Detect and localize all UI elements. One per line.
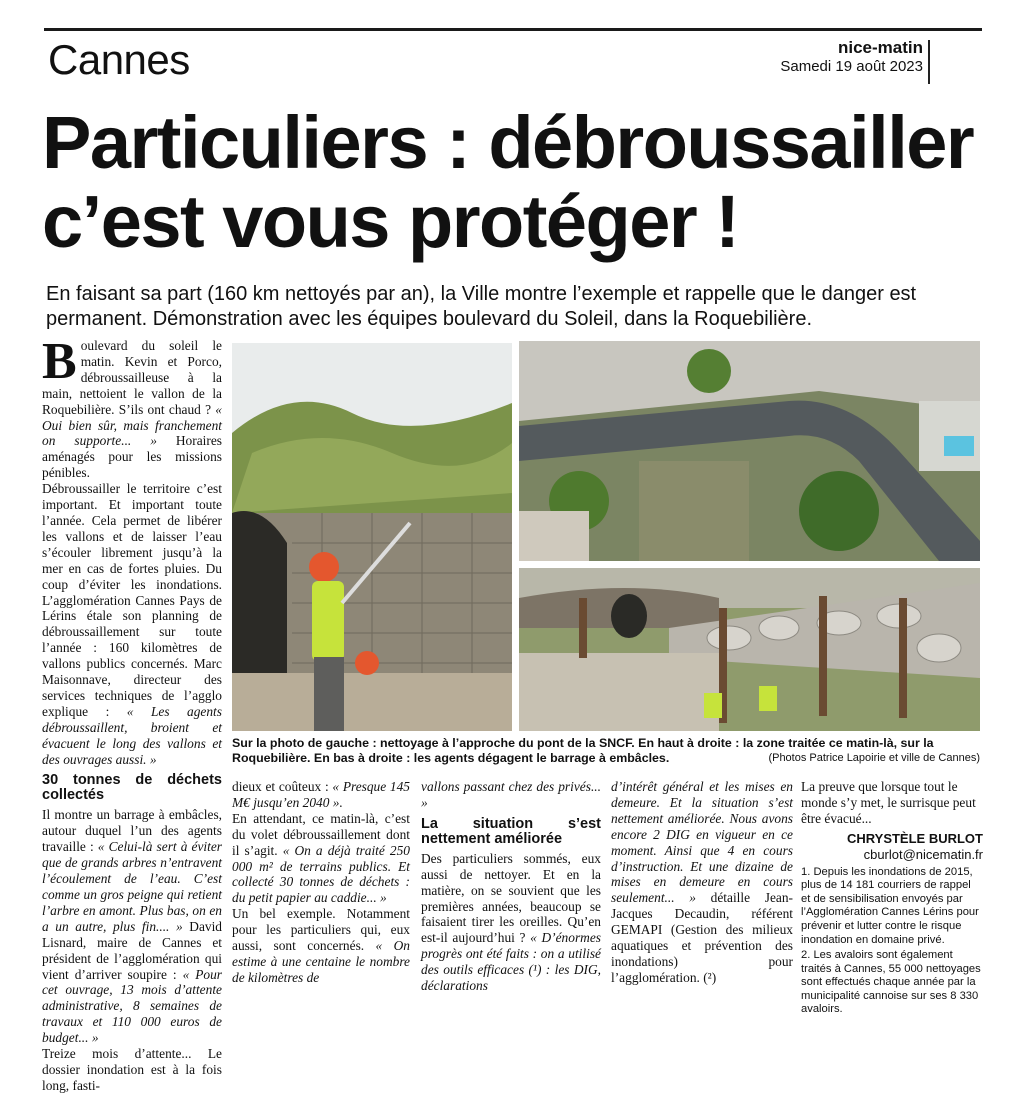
drop-cap: B bbox=[42, 333, 77, 390]
author-name: CHRYSTÈLE BURLOT bbox=[846, 830, 983, 846]
paragraph bbox=[232, 779, 410, 811]
column-2 bbox=[232, 779, 410, 986]
text: Horaires aménagés pour les missions pénibles. bbox=[42, 433, 222, 481]
paragraph: Treize mois d’attente... Le dossier inondation est à la fois long, fasti- bbox=[42, 1046, 222, 1093]
text: David Lisnard, maire de Cannes et président de l’agglomération qui vient d’arriver soupire : bbox=[42, 918, 222, 982]
column-1 bbox=[42, 333, 223, 1094]
text: détaille Jean-Jacques Decaudin, référent GEMAPI (Gestion des milieux aquatiques et prévention des inondations) pour l’agglomération. (²) bbox=[611, 890, 793, 985]
subhead-1: 30 tonnes de déchets collectés bbox=[42, 772, 222, 804]
text: En attendant, ce matin-là, c’est du volet débroussaillement dont il s’agit. bbox=[232, 810, 410, 858]
photo-left-worker bbox=[232, 343, 512, 731]
quote: « Les agents débroussaillent, broient et évacuent le long des vallons et des ouvrages aussi. » bbox=[42, 703, 222, 767]
column-4 bbox=[611, 779, 793, 986]
paragraph bbox=[42, 481, 222, 767]
paragraph bbox=[232, 906, 410, 986]
quote: « Oui bien sûr, mais franchement on supporte... » bbox=[42, 401, 222, 449]
quote: « Pour cet ouvrage, 13 mois d’attente administrative, 8 semaines de travaux et 110 000 euros de budget... » bbox=[42, 966, 223, 1046]
quote: vallons passant chez des privés... » bbox=[421, 779, 601, 810]
header-divider bbox=[928, 40, 930, 84]
headline-line-2: c’est vous protéger ! bbox=[42, 180, 739, 263]
text: dieux et coûteux : bbox=[232, 779, 333, 794]
photo-credit: (Photos Patrice Lapoirie et ville de Cannes) bbox=[768, 752, 980, 764]
footnotes bbox=[801, 866, 983, 1018]
headline-line-1: Particuliers : débroussailler bbox=[42, 101, 974, 184]
newspaper-brand: nice-matin bbox=[837, 38, 923, 57]
paragraph bbox=[232, 811, 410, 906]
author-email[interactable]: cburlot@nicematin.fr bbox=[863, 846, 983, 862]
paragraph: La preuve que lorsque tout le monde s’y met, le surrisque peut être évacué... bbox=[801, 779, 976, 826]
top-rule bbox=[44, 28, 982, 31]
lede: En faisant sa part (160 km nettoyés par an), la Ville montre l’exemple et rappelle que le danger est permanent. Démonstration avec les équipes boulevard du Soleil, dans la Roquebilière. bbox=[46, 283, 917, 330]
paragraph bbox=[42, 333, 222, 481]
quote: « On estime à une centaine le nombre de kilomètres de bbox=[232, 938, 410, 985]
paragraph bbox=[611, 779, 793, 986]
column-3 bbox=[421, 779, 601, 994]
text: Il montre un barrage à embâcles, autour duquel l’un des agents travaille : bbox=[42, 807, 222, 855]
footnote-1: 1. Depuis les inondations de 2015, plus de 14 181 courriers de rappel et de sensibilisation envoyés par l’Agglomération Cannes Lérins pour prévenir et lutter contre le risque inondation en domaine privé. bbox=[801, 865, 979, 946]
photo-caption: Sur la photo de gauche : nettoyage à l’approche du pont de la SNCF. En haut à droite : la zone traitée ce matin-là, sur la Roquebilière. En bas à droite : les agents dégagent le barrage à embâcles. bbox=[232, 736, 934, 765]
quote: « On a déjà traité 250 000 m² de terrains publics. Et collecté 30 tonnes de déchets : du petit papier au caddie... » bbox=[232, 842, 410, 906]
photo-dam-workers bbox=[519, 568, 980, 731]
section-title: Cannes bbox=[48, 36, 190, 83]
paragraph bbox=[421, 851, 601, 994]
text: Débroussailler le territoire c’est important. Et important toute l’année. Cela permet de libérer les vallons et de laisser l’eau s’écouler librement jusqu’à la mer en cas de fortes pluies. Du coup d’éviter les inondations. L’agglomération Cannes Pays de Lérins étale son planning de débroussaillement sur toute l’année : 160 kilomètres de vallons publics concernés. Marc Maisonnave, directeur des services techniques de l’agglo explique : bbox=[42, 481, 222, 719]
quote: « Presque 145 M€ jusqu’en 2040 ». bbox=[232, 779, 411, 810]
quote: d’intérêt général et les mises en demeure. Et la situation s’est nettement améliorée. Nous avons encore 2 DIG en vigueur en ce moment. Ainsi que 4 en cours d’instruction. Et une dizaine de mises en demeure en cours seulement... » bbox=[611, 779, 793, 906]
text: Un bel exemple. Notamment pour les particuliers qui, eux aussi, sont concernés. bbox=[232, 906, 410, 954]
text: oulevard du soleil le matin. Kevin et Porco, débroussailleuse à la main, nettoient le vallon de la Roquebilière. S’ils ont chaud ? bbox=[42, 338, 222, 417]
column-5 bbox=[801, 779, 983, 1019]
text: Des particuliers sommés, eux aussi de nettoyer. Et en la matière, on se souvient que les premières années, beaucoup se faisaient tirer les oreilles. Qu’en est-il aujourd’hui ? bbox=[421, 850, 601, 946]
quote: « D’énormes progrès ont été faits : on a utilisé des outils efficaces (¹) : les DIG, déclarations bbox=[421, 930, 601, 994]
photo-aerial-view bbox=[519, 341, 980, 561]
footnote-2: 2. Les avaloirs sont également traités à Cannes, 55 000 nettoyages sont effectués chaque année par la municipalité cannoise sur ses 8 330 avaloirs. bbox=[801, 949, 981, 1016]
paragraph bbox=[42, 807, 222, 1046]
quote: « Celui-là sert à éviter que de grands arbres n’entravent l’écoulement de l’eau. C’est comme un gros peigne qui retient l’arbre en amont. Plus bas, on en a un autre, plus fin.... » bbox=[42, 839, 222, 934]
headline bbox=[42, 103, 992, 261]
subhead-2: La situation s’est nettement améliorée bbox=[421, 815, 601, 847]
publication-date: Samedi 19 août 2023 bbox=[780, 58, 923, 75]
